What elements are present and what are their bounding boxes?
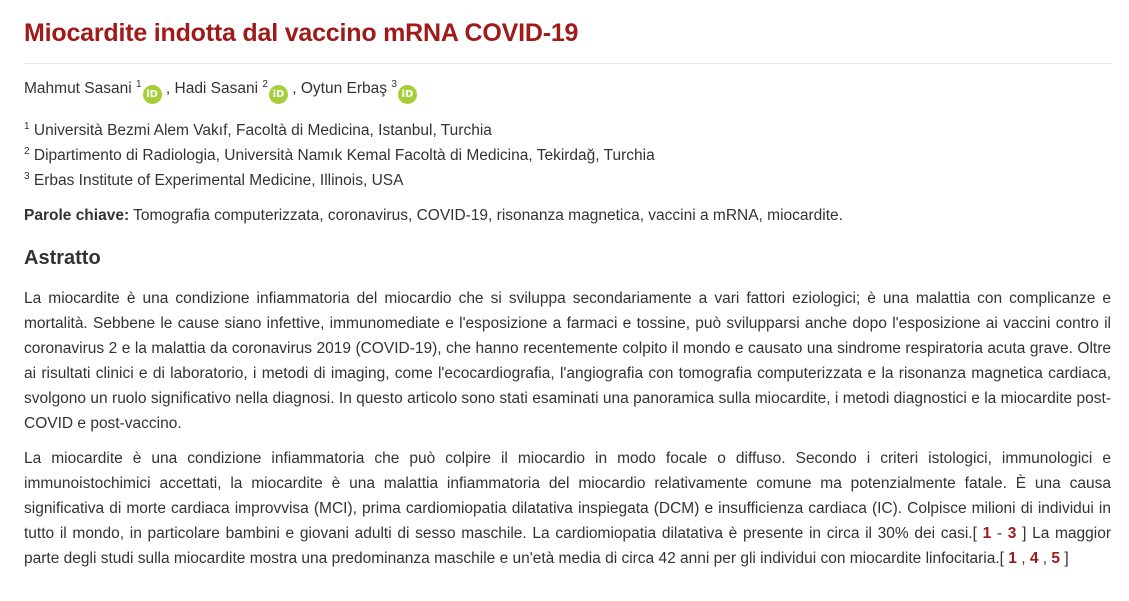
affiliation-list	[24, 118, 1111, 193]
keywords	[24, 204, 1111, 228]
affiliation-text: Università Bezmi Alem Vakıf, Facoltà di Medicina, Istanbul, Turchia	[33, 122, 492, 139]
affiliation	[24, 118, 1111, 143]
orcid-icon[interactable]: iD	[143, 85, 162, 104]
citation-bracket: ]	[1060, 550, 1069, 567]
citation-separator: ,	[1038, 550, 1052, 567]
orcid-icon[interactable]: iD	[398, 85, 417, 104]
affiliation-number: 2	[24, 146, 30, 157]
keywords-label: Parole chiave:	[24, 207, 130, 224]
citation-link[interactable]: 1	[1008, 550, 1017, 567]
affiliation-number: 1	[24, 121, 30, 132]
citation-link[interactable]: 3	[1007, 525, 1017, 542]
affiliation-text: Dipartimento di Radiologia, Università Namık Kemal Facoltà di Medicina, Tekirdağ, Turchia	[33, 147, 655, 164]
citation-bracket: [	[972, 525, 983, 542]
author-affiliation-number: 1	[136, 79, 142, 90]
author-separator: ,	[287, 80, 301, 97]
citation-link[interactable]: 4	[1029, 550, 1039, 567]
abstract-heading: Astratto	[24, 247, 101, 269]
author-affiliation-number: 3	[391, 79, 397, 90]
affiliation	[24, 168, 1111, 193]
abstract-paragraph: La miocardite è una condizione infiammatoria del miocardio che si sviluppa secondariamente a vari fattori eziologici; è una malattia con complicanze e mortalità. Sebbene le cause siano infettive, immunomediate e l'esposizione a farmaci e tossine, può svilupparsi anche dopo l'esposizione ai vaccini contro il coronavirus 2 e la malattia da coronavirus 2019 (COVID-19), che hanno recentemente colpito il mondo e causato una sindrome respiratoria acuta grave. Oltre ai risultati clinici e di laboratorio, i metodi di imaging, come l'ecocardiografia, l'angiografia con tomografia computerizzata e la risonanza magnetica cardiaca, svolgono un ruolo significativo nella diagnosi. In questo articolo sono stati esaminati una panoramica sulla miocardite, i metodi diagnostici e la miocardite post-COVID e post-vaccino.	[24, 290, 1111, 432]
keywords-text: Tomografia computerizzata, coronavirus, COVID-19, risonanza magnetica, vaccini a mRNA, miocardite.	[129, 207, 843, 224]
author	[300, 79, 417, 100]
title-divider	[24, 63, 1111, 64]
citation-bracket: [	[999, 550, 1009, 567]
citation-range-separator: -	[991, 525, 1008, 542]
author-name[interactable]: Mahmut Sasani	[24, 80, 132, 97]
citation-link[interactable]: 5	[1051, 550, 1061, 567]
author-separator: ,	[161, 80, 175, 97]
orcid-icon[interactable]: iD	[269, 85, 288, 104]
citation-link[interactable]: 1	[982, 525, 992, 542]
author-name[interactable]: Hadi Sasani	[174, 80, 259, 97]
author-name[interactable]: Oytun Erbaş	[300, 80, 388, 97]
body-paragraph	[24, 446, 1111, 571]
paragraph-text: La miocardite è una condizione infiammatoria che può colpire il miocardio in modo focale o diffuso. Secondo i criteri istologici, immunologici e immunoistochimici accettati, la miocardite è una malattia infiammatoria del miocardio relativamente comune ma potenzialmente fatale. È una causa significativa di morte cardiaca improvvisa (MCI), prima cardiomiopatia dilatativa inspiegata (DCM) e insufficienza cardiaca (IC). Colpisce milioni di individui in tutto il mondo, in particolare bambini e giovani adulti di sesso maschile. La cardiomiopatia dilatativa è presente in circa il 30% dei casi.	[24, 450, 1111, 542]
citation-bracket: ]	[1016, 525, 1027, 542]
author-affiliation-number: 2	[262, 79, 268, 90]
author	[174, 79, 301, 100]
affiliation	[24, 143, 1111, 168]
author	[24, 79, 175, 100]
affiliation-text: Erbas Institute of Experimental Medicine, Illinois, USA	[33, 172, 404, 189]
citation-separator: ,	[1016, 550, 1030, 567]
article-title: Miocardite indotta dal vaccino mRNA COVID-19	[24, 19, 579, 47]
paragraph-text: La maggior parte degli studi sulla miocardite mostra una predominanza maschile e un'età media di circa 42 anni per gli individui con miocardite linfocitaria.	[24, 525, 1112, 567]
affiliation-number: 3	[24, 171, 30, 182]
author-list	[24, 77, 1111, 104]
